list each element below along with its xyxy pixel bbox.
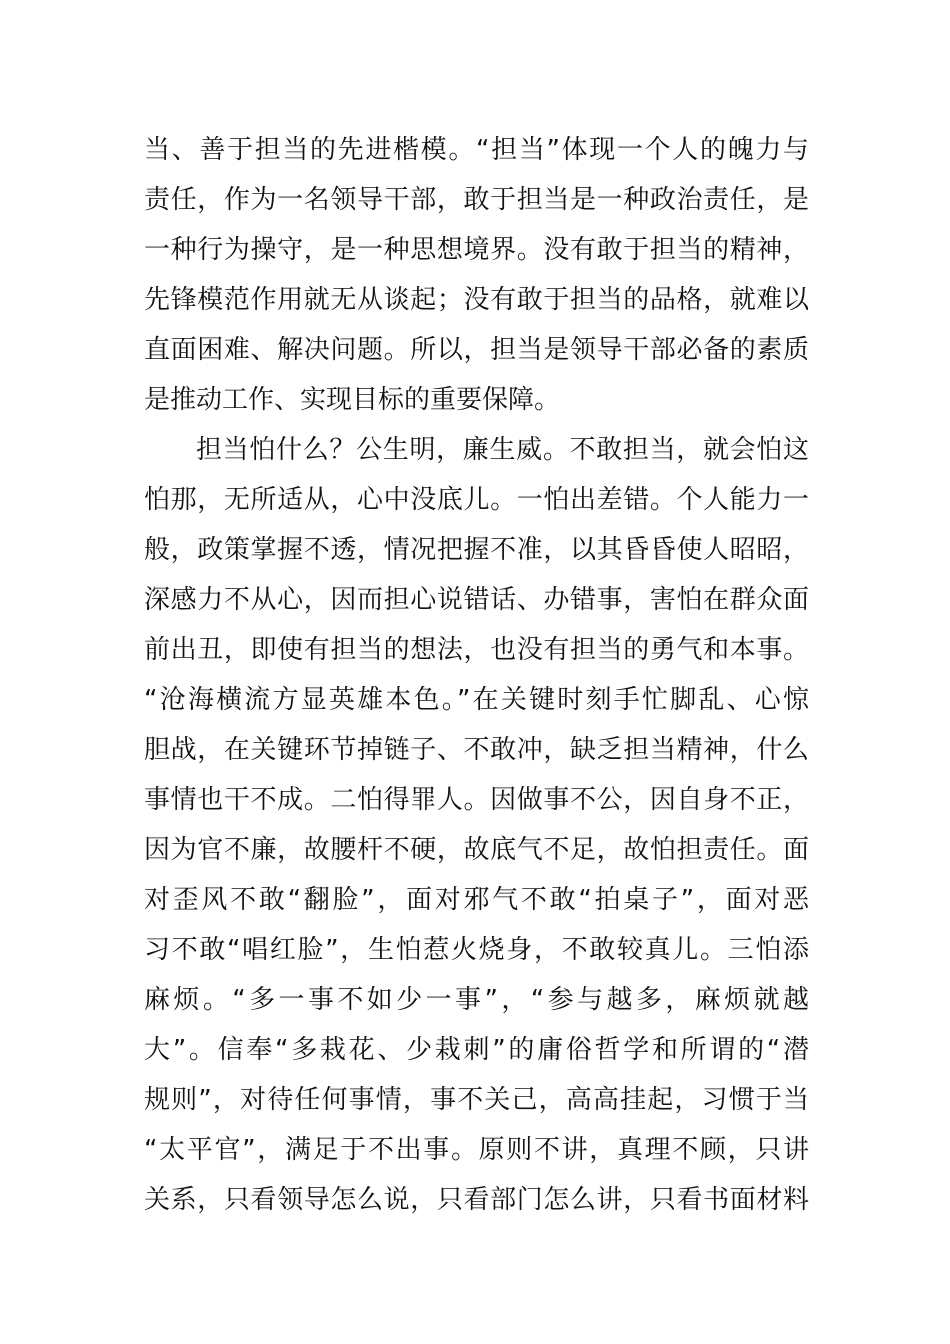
text-line: 关系，只看领导怎么说，只看部门怎么讲，只看书面材料 — [144, 1185, 809, 1215]
text-line: “太平官”，满足于不出事。原则不讲，真理不顾，只讲 — [144, 1135, 809, 1165]
text-line: 当、善于担当的先进楷模。“担当”体现一个人的魄力与 — [144, 135, 809, 165]
text-line: 是推动工作、实现目标的重要保障。 — [144, 385, 561, 415]
text-line: 麻烦。“多一事不如少一事”，“参与越多，麻烦就越 — [144, 985, 809, 1015]
text-line: 先锋模范作用就无从谈起；没有敢于担当的品格，就难以 — [144, 285, 809, 315]
text-line: “沧海横流方显英雄本色。”在关键时刻手忙脚乱、心惊 — [144, 685, 809, 715]
text-line: 前出丑，即使有担当的想法，也没有担当的勇气和本事。 — [144, 635, 809, 665]
text-line: 大”。信奉“多栽花、少栽刺”的庸俗哲学和所谓的“潜 — [144, 1035, 809, 1065]
text-line: 胆战，在关键环节掉链子、不敢冲，缺乏担当精神，什么 — [144, 735, 809, 765]
text-line: 担当怕什么？公生明，廉生威。不敢担当，就会怕这 — [196, 435, 809, 465]
paragraph-2 — [144, 425, 809, 1225]
text-line: 因为官不廉，故腰杆不硬，故底气不足，故怕担责任。面 — [144, 835, 809, 865]
text-line: 规则”，对待任何事情，事不关己，高高挂起，习惯于当 — [144, 1085, 809, 1115]
text-line: 一种行为操守，是一种思想境界。没有敢于担当的精神， — [144, 235, 809, 265]
text-line: 事情也干不成。二怕得罪人。因做事不公，因自身不正， — [144, 785, 809, 815]
text-line: 怕那，无所适从，心中没底儿。一怕出差错。个人能力一 — [144, 485, 809, 515]
text-line: 对歪风不敢“翻脸”，面对邪气不敢“拍桌子”，面对恶 — [144, 885, 809, 915]
text-line: 直面困难、解决问题。所以，担当是领导干部必备的素质 — [144, 335, 809, 365]
text-line: 责任，作为一名领导干部，敢于担当是一种政治责任，是 — [144, 185, 809, 215]
paragraph-1 — [144, 125, 809, 425]
text-line: 深感力不从心，因而担心说错话、办错事，害怕在群众面 — [144, 585, 809, 615]
text-line: 般，政策掌握不透，情况把握不准，以其昏昏使人昭昭， — [144, 535, 809, 565]
body-text — [144, 125, 809, 1225]
text-line: 习不敢“唱红脸”，生怕惹火烧身，不敢较真儿。三怕添 — [144, 935, 809, 965]
